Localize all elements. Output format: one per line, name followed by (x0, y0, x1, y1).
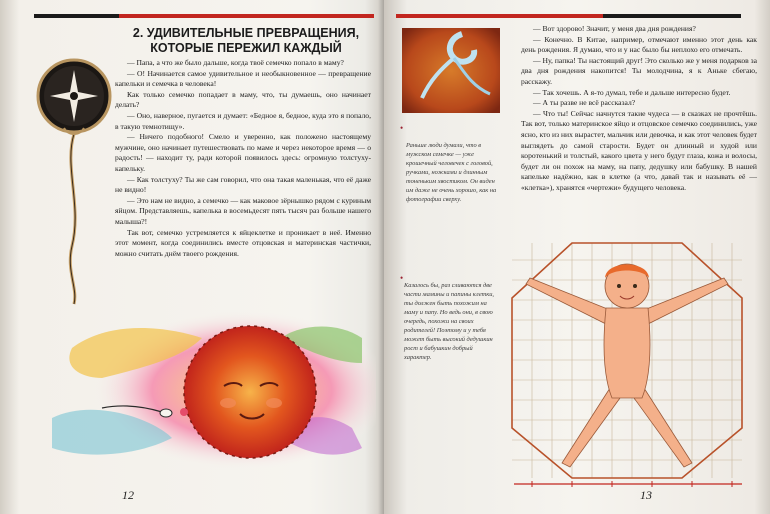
paragraph: — Так хочешь. А я-то думал, тебе и дальше интересно будет. (533, 87, 731, 97)
caption-heredity: Казалось бы, раз сливаются две части мамины и папины клетки, ты должен быть похожим на маму и папу. Но ведь они, в свою очередь, похожи на своих родителей! Поэтому и у тебя может быть высокий дедушкин рост и бабушкин добрый характер. (404, 282, 495, 361)
paragraph: — Это нам не видно, а семечко — как маковое зёрнышко рядом с куриным яйцом. Представляешь, капелька в восемьдесят пять тысяч раз больше нашего малыша?! (115, 195, 371, 226)
paragraph: — Папа, а что же было дальше, когда твоё семечко попало в маму? (127, 58, 344, 67)
chapter-title: 2. УДИВИТЕЛЬНЫЕ ПРЕВРАЩЕНИЯ, КОТОРЫЕ ПЕРЕЖИЛ КАЖДЫЙ (132, 26, 360, 55)
paragraph: — Конечно. В Китае, например, отмечают именно этот день как день рождения. Я думаю, что и у нас было бы неплохо его отмечать. (521, 34, 757, 55)
paragraph: — Как толстуху? Ты же сам говорил, что она такая маленькая, что её даже не видно! (115, 174, 371, 195)
top-rule-left (34, 14, 374, 18)
microscope-photo (402, 28, 500, 113)
page-number-left: 12 (122, 488, 134, 502)
paragraph: — А ты разве не всё рассказал? (533, 98, 636, 108)
right-body-text (521, 24, 757, 194)
caption-marker-icon: • (400, 273, 404, 283)
paragraph: — Вот здорово! Значит, у меня два дня рождения? (533, 24, 696, 33)
right-page (384, 0, 770, 514)
sperm-medallion-illustration (34, 56, 114, 306)
left-page (0, 0, 384, 514)
paragraph: — Ничего подобного! Смело и уверенно, как положено настоящему мужчине, оно начинает путешествовать по маме и через некоторое время — о радость! — находит ту, ради которой появилось здесь: огромную толстуху-капельку. (115, 132, 371, 173)
paragraph: — Оно, наверное, пугается и думает: «Бедное я, бедное, куда это я попало, в такую темнотищу». (115, 110, 371, 131)
caption-historic-belief: Раньше люди думали, что в мужском семечке — уже крошечный человечек с головой, ручками, ножками и длинным тоненьким хвостиком. Он виден им даже не очень хорошо, как на фотографии сверху. (406, 142, 497, 203)
paragraph: Так вот, семечко устремляется к яйцеклетке и проникает в неё. Именно этот момент, когда соединились вместе отцовская и материнская частички, можно считать днём твоего рождения. (115, 227, 371, 258)
paragraph: — Ну, папка! Ты настоящий друг! Это сколько же у меня подарков за два дня рождения накопится! Ты молодчина, я к Аньке сбегаю, расскажу. (521, 55, 757, 86)
paragraph: Как только семечко попадает в маму, что, ты думаешь, оно начинает делать? (115, 89, 371, 110)
top-rule-right (396, 14, 741, 18)
left-body-text (115, 58, 371, 259)
page-number-right: 13 (640, 488, 652, 502)
sun-face-illustration (32, 308, 376, 468)
paragraph: — О! Начинается самое удивительное и необыкновенное — превращение капельки и семечка в человека! (115, 68, 371, 89)
paragraph: — Что ты! Сейчас начнутся такие чудеса — в сказках не прочтёшь. Так вот, только материнское яйцо и отцовское семечко соединились, уже ясно, кто из них вырастет, мальчик или девочка, и как этот человек будет выглядеть до самой старости. Будет он длинный и худой или коротенький и толстый, какого цвета у него будут глаза, кожа и волосы, будет ли он похож на маму, на папу, дедушку или бабушку. В нашей капельке надёжно, как в клетке (а что, давай так и называть её — «клетка»), хранятся «чертежи» будущего человека. (521, 108, 757, 192)
vitruvian-child-illustration (502, 238, 752, 488)
caption-marker-icon: • (400, 123, 404, 133)
